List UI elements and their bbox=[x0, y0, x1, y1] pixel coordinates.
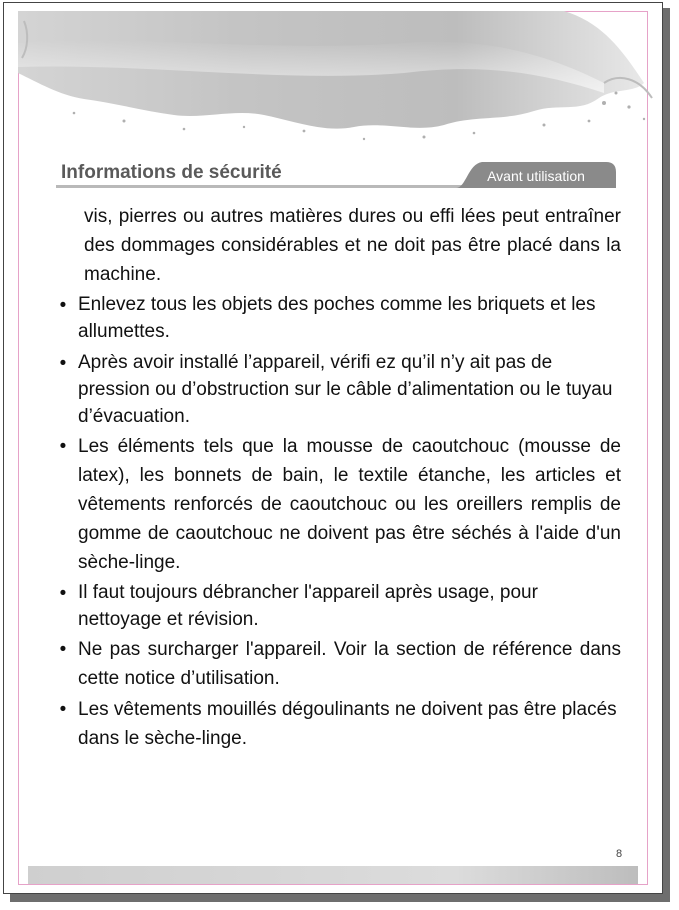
bullet-icon: • bbox=[59, 699, 67, 720]
list-item-text: Enlevez tous les objets des poches comme les briquets et les allumettes. bbox=[78, 294, 596, 342]
section-title: Informations de sécurité bbox=[61, 162, 282, 183]
list-item-text: Ne pas surcharger l'appareil. Voir la section de référence dans cette notice d’utilisation. bbox=[78, 639, 621, 689]
list-item-text: Les vêtements mouillés dégoulinants ne doivent pas être placés dans le sèche-linge. bbox=[78, 699, 617, 749]
body-text bbox=[56, 202, 621, 753]
list-item bbox=[56, 695, 621, 753]
continuation-paragraph: vis, pierres ou autres matières dures ou effi lées peut entraîner des dommages considérables et ne doit pas être placé dans la machine. bbox=[84, 206, 621, 285]
footer-band bbox=[28, 866, 638, 884]
bullet-icon: • bbox=[59, 436, 67, 457]
page-number: 8 bbox=[616, 848, 623, 860]
section-tab bbox=[456, 160, 616, 188]
bullet-icon: • bbox=[59, 295, 67, 316]
list-item bbox=[56, 635, 621, 693]
section-header bbox=[56, 158, 616, 188]
section-tab-label: Avant utilisation bbox=[487, 168, 585, 184]
list-item bbox=[56, 349, 621, 430]
document-page bbox=[3, 2, 663, 894]
list-item bbox=[56, 432, 621, 577]
list-item-text: Les éléments tels que la mousse de caoutchouc (mousse de latex), les bonnets de bain, le textile étanche, les articles et vêtements renforcés de caoutchouc ou les oreillers remplis de gomme de caoutchouc ne doivent pas être séchés à l'aide d'un sèche-linge. bbox=[78, 436, 621, 573]
list-item bbox=[56, 579, 621, 633]
water-splash-decoration bbox=[4, 3, 662, 153]
bullet-icon: • bbox=[59, 639, 67, 660]
list-item-text: Il faut toujours débrancher l'appareil après usage, pour nettoyage et révision. bbox=[78, 582, 538, 630]
bullet-icon: • bbox=[59, 353, 67, 374]
list-item-text: Après avoir installé l’appareil, vérifi ez qu’il n’y ait pas de pression ou d’obstruction sur le câble d’alimentation ou le tuyau d’évacuation. bbox=[78, 352, 613, 427]
list-item bbox=[56, 291, 621, 345]
bullet-icon: • bbox=[59, 583, 67, 604]
